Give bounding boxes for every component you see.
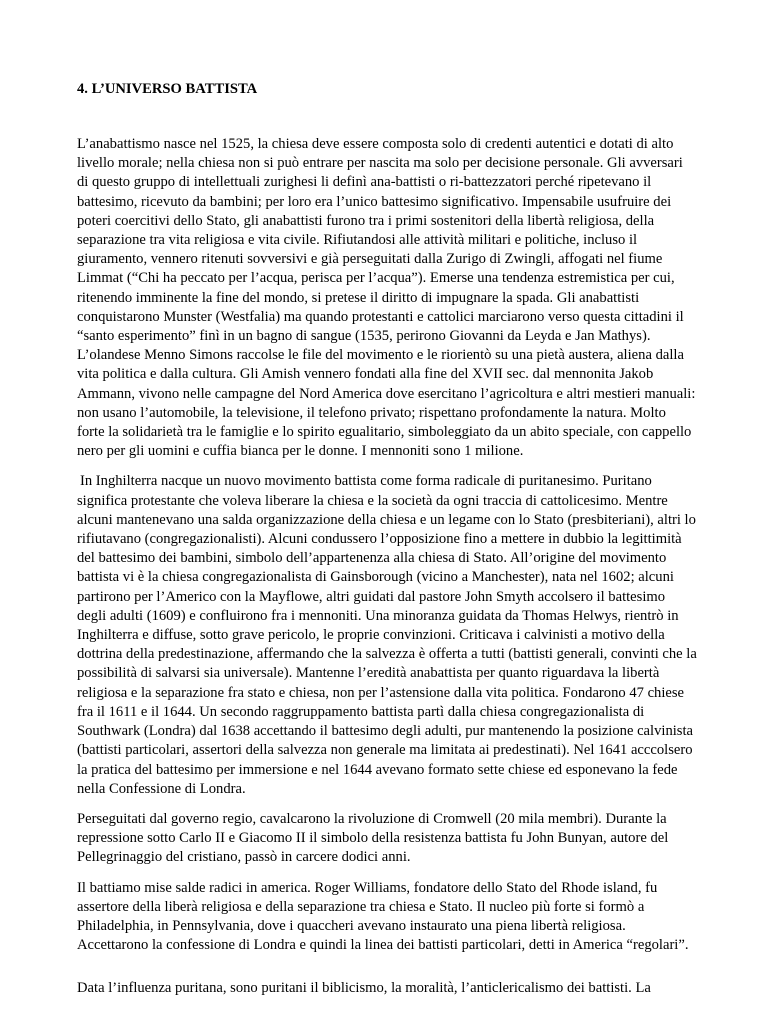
- paragraph-america: Il battiamo mise salde radici in america. Roger Williams, fondatore dello Stato del Rhode island, fu assertore della liberà religiosa e della separazione tra chiesa e Stato. Il nucleo più forte si formò a Philadelphia, in Pennsylvania, dove i quaccheri avevano instaurato una piena libertà religiosa. Accettarono la confessione di Londra e quindi la linea dei battisti particolari, detti in America “regolari”.: [77, 879, 689, 954]
- document-page: [77, 80, 697, 1010]
- paragraph-puritan-influence: Data l’influenza puritana, sono puritani il biblicismo, la moralità, l’anticlericalismo dei battisti. La: [77, 980, 651, 997]
- paragraph-anabaptism: L’anabattismo nasce nel 1525, la chiesa deve essere composta solo di credenti autentici e dotati di alto livello morale; nella chiesa non si può entrare per nascita ma solo per decisione personale. Gli avversari di questo gruppo di intellettuali zurighesi li definì ana-battisti o ri-battezzatori perché ripetevano il battesimo, ricevuto da bambini; per loro era l’unico battesimo significativo. Impensabile usufruire dei poteri coercitivi dello Stato, gli anabattisti furono tra i primi sostenitori della libertà religiosa, della separazione tra vita religiosa e vita civile. Rifiutandosi alle attività militari e politiche, incluso il giuramento, vennero ritenuti sovversivi e già perseguitati dalla Zurigo di Zwingli, affogati nel fiume Limmat (“Chi ha peccato per l’acqua, perisca per l’acqua”). Emerse una tendenza estremistica per cui, ritenendo imminente la fine del mondo, si pretese il diritto di impugnare la spada. Gli anabattisti conquistarono Munster (Westfalia) ma quando protestanti e cattolici marciarono verso questa cittadini il “santo esperimento” finì in un bagno di sangue (1535, perirono Giovanni da Leyda e Jan Mathys). L’olandese Menno Simons raccolse le file del movimento e le riorientò su una pietà austera, aliena dalla vita politica e dalla cultura. Gli Amish vennero fondati alla fine del XVII sec. dal mennonita Jakob Ammann, vivono nelle campagne del Nord America dove esercitano l’agricoltura e altri mestieri manuali: non usano l’automobile, la televisione, il telefono privato; rispettano profondamente la natura. Molto forte la solidarietà tra le famiglie e lo spirito egualitario, simboleggiato da un abito speciale, con cappello nero per gli uomini e cuffia bianca per le donne. I mennoniti sono 1 milione.: [77, 136, 696, 460]
- paragraph-persecution: Perseguitati dal governo regio, cavalcarono la rivoluzione di Cromwell (20 mila membri). Durante la repressione sotto Carlo II e Giacomo II il simbolo della resistenza battista fu John Bunyan, autore del Pellegrinaggio del cristiano, passò in carcere dodici anni.: [77, 810, 669, 866]
- paragraph-england-baptists: In Inghilterra nacque un nuovo movimento battista come forma radicale di puritanesimo. Puritano significa protestante che voleva liberare la chiesa e la società da ogni traccia di cattolicesimo. Mentre alcuni mantenevano una salda organizzazione della chiesa e un legame con lo Stato (presbiteriani), altri lo rifiutavano (congregazionalisti). Alcuni condussero l’opposizione fino a mettere in dubbio la legittimità del battesimo dei bambini, simbolo dell’appartenenza alla chiesa di Stato. All’origine del movimento battista vi è la chiesa congregazionalista di Gainsborough (vicino a Manchester), nata nel 1602; alcuni partirono per l’Americo con la Mayflowe, altri guidati dal pastore John Smyth accolsero il battesimo degli adulti (1609) e confluirono fra i mennoniti. Una minoranza guidata da Thomas Helwys, rientrò in Inghilterra e diffuse, sotto grave pericolo, le proprie convinzioni. Criticava i calvinisti a motivo della dottrina della predestinazione, affermando che la salvezza è offerta a tutti (battisti generali, convinti che la possibilità di salvarsi sia universale). Mantenne l’eredità anabattista per quanto riguardava la libertà religiosa e la separazione fra stato e chiesa, non per l’astensione dalla vita politica. Fondarono 47 chiese fra il 1611 e il 1644. Un secondo raggruppamento battista partì dalla chiesa congregazionalista di Southwark (Londra) dal 1638 accettando il battesimo degli adulti, pur mantenendo la posizione calvinista (battisti particolari, assertori della salvezza non generale ma limitata ai predestinati). Nel 1641 acccolsero la pratica del battesimo per immersione e nel 1644 avevano formato sette chiese ed esponevano la fede nella Confessione di Londra.: [77, 473, 697, 797]
- section-heading: 4. L’UNIVERSO BATTISTA: [77, 81, 258, 97]
